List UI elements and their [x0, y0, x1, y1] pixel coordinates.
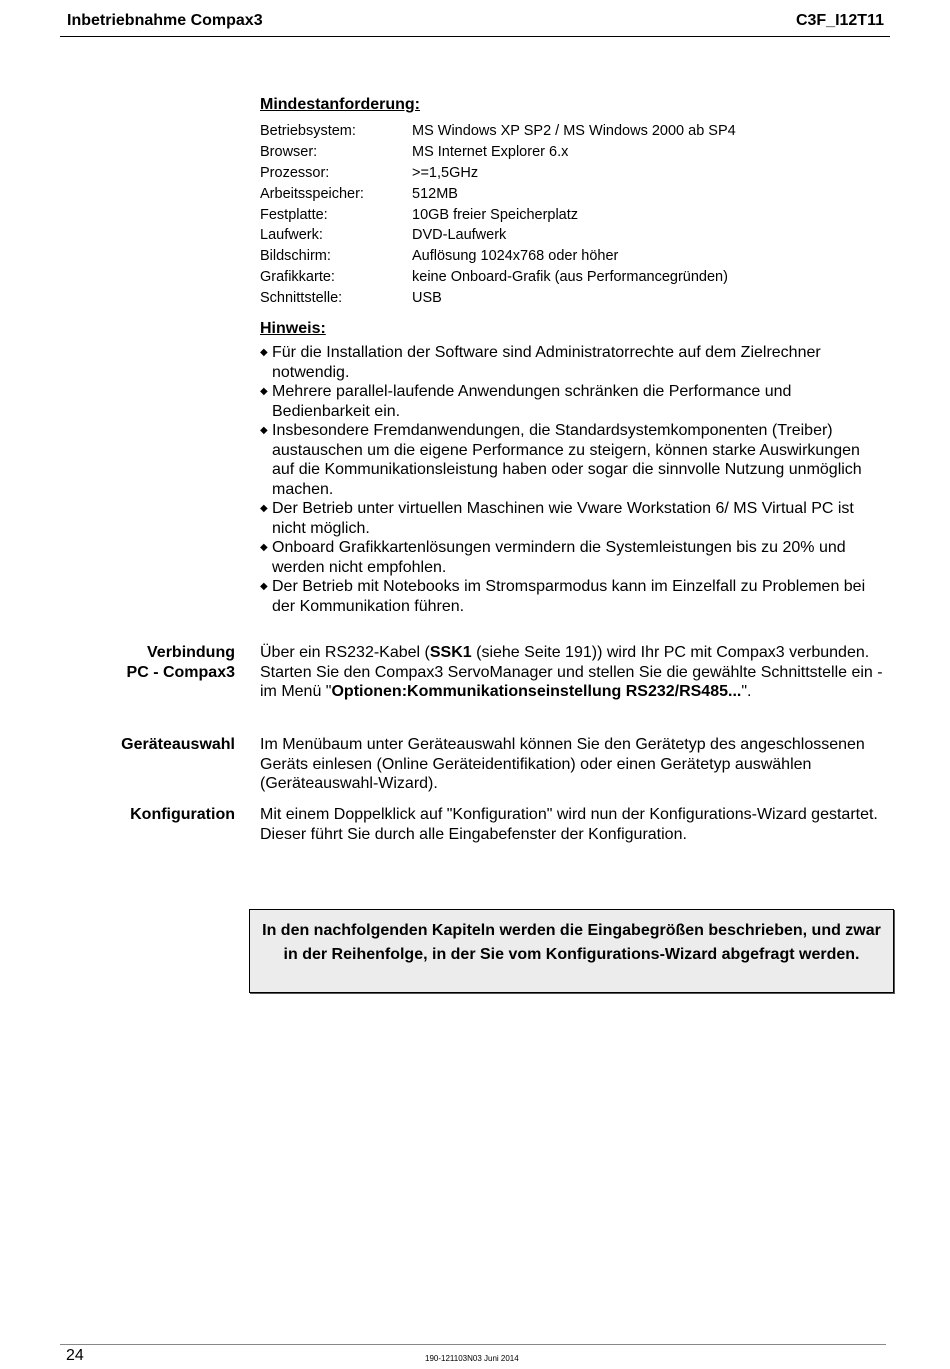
requirement-value: keine Onboard-Grafik (aus Performancegründen): [412, 269, 728, 286]
text-span: Über ein RS232-Kabel (: [260, 644, 430, 661]
callout-text: In den nachfolgenden Kapiteln werden die Eingabegrößen beschrieben, und zwar in der Reihenfolge, in der Sie vom Konfigurations-Wizard abgefragt werden.: [262, 922, 881, 963]
requirement-value: >=1,5GHz: [412, 164, 479, 181]
requirement-value: Auflösung 1024x768 oder höher: [412, 248, 619, 265]
diamond-bullet-icon: ◆: [260, 503, 268, 514]
text-span: ".: [741, 683, 752, 700]
diamond-bullet-icon: ◆: [260, 347, 268, 358]
text-span: Starten Sie den Compax3 ServoManager und stellen Sie die gewählte Schnittstelle ein - im Menü ": [260, 663, 883, 700]
section-label-line: Verbindung: [147, 644, 235, 661]
requirement-value: MS Internet Explorer 6.x: [412, 143, 569, 160]
requirement-key: Grafikkarte:: [260, 269, 335, 286]
requirement-key: Betriebsystem:: [260, 123, 356, 139]
text-span: (siehe Seite 191)) wird Ihr PC mit Compax3 verbunden.: [471, 644, 870, 661]
list-item: [260, 421, 885, 499]
note-text: Der Betrieb unter virtuellen Maschinen wie Vware Workstation 6/ MS Virtual PC ist nicht möglich.: [272, 500, 854, 537]
list-item: [260, 382, 885, 421]
requirement-value: 10GB freier Speicherplatz: [412, 206, 579, 223]
requirement-key: Bildschirm:: [260, 248, 331, 265]
menu-path: Optionen:Kommunikationseinstellung RS232/RS485...: [331, 683, 742, 700]
page-header: [60, 10, 890, 37]
notes-list: [260, 343, 885, 616]
note-text: Insbesondere Fremdanwendungen, die Standardsystemkomponenten (Treiber) austauschen um die eigene Performance zu steigern, können starke Auswirkungen auf die Kommunikationsleistung haben oder sogar die sinnvolle Nutzung unmöglich machen.: [272, 422, 862, 498]
requirement-value: 512MB: [412, 185, 458, 202]
requirements-heading: Mindestanforderung:: [260, 96, 420, 113]
requirement-value: USB: [412, 290, 442, 307]
note-text: Der Betrieb mit Notebooks im Stromsparmodus kann im Einzelfall zu Problemen bei der Kommunikation führen.: [272, 578, 866, 615]
note-text: Onboard Grafikkartenlösungen vermindern die Systemleistungen bis zu 20% und werden nicht empfohlen.: [272, 539, 846, 576]
diamond-bullet-icon: ◆: [260, 425, 268, 436]
requirement-key: Festplatte:: [260, 206, 328, 223]
section-body-konfiguration: Mit einem Doppelklick auf "Konfiguration" wird nun der Konfigurations-Wizard gestartet. Dieser führt Sie durch alle Eingabefenster der Konfiguration.: [260, 806, 878, 843]
paragraph: [260, 663, 890, 702]
diamond-bullet-icon: ◆: [260, 581, 268, 592]
list-item: [260, 577, 885, 616]
diamond-bullet-icon: ◆: [260, 386, 268, 397]
header-doc-code: C3F_I12T11: [795, 12, 884, 29]
section-body-verbindung: [260, 643, 890, 702]
diamond-bullet-icon: ◆: [260, 542, 268, 553]
section-label-konfiguration: Konfiguration: [130, 806, 235, 823]
document-number: 190-121103N03 Juni 2014: [425, 1354, 519, 1363]
cable-name: SSK1: [429, 644, 472, 661]
requirement-key: Laufwerk:: [260, 227, 323, 244]
section-label-geraeteauswahl: Geräteauswahl: [121, 736, 235, 753]
requirement-value: DVD-Laufwerk: [412, 227, 507, 244]
requirement-key: Browser:: [260, 143, 318, 160]
callout-box: [249, 909, 894, 993]
section-label-verbindung: [60, 643, 235, 683]
section-label-line: PC - Compax3: [126, 664, 235, 681]
header-title: Inbetriebnahme Compax3: [67, 12, 263, 29]
requirement-key: Prozessor:: [260, 164, 330, 181]
page-number: 24: [66, 1347, 84, 1364]
requirement-key: Arbeitsspeicher:: [260, 185, 364, 202]
section-body-geraeteauswahl: Im Menübaum unter Geräteauswahl können Sie den Gerätetyp des angeschlossenen Geräts einlesen (Online Geräteidentifikation) oder einen Gerätetyp auswählen (Geräteauswahl-Wizard).: [260, 736, 865, 792]
requirement-value: MS Windows XP SP2 / MS Windows 2000 ab SP4: [412, 123, 736, 139]
note-text: Für die Installation der Software sind Administratorrechte auf dem Zielrechner notwendig.: [272, 344, 821, 381]
note-text: Mehrere parallel-laufende Anwendungen schränken die Performance und Bedienbarkeit ein.: [272, 383, 792, 420]
requirement-key: Schnittstelle:: [260, 290, 343, 307]
footer-divider: [60, 1344, 886, 1345]
notes-heading: Hinweis:: [260, 320, 326, 337]
list-item: [260, 538, 885, 577]
list-item: [260, 343, 885, 382]
paragraph: [260, 643, 890, 663]
list-item: [260, 499, 885, 538]
